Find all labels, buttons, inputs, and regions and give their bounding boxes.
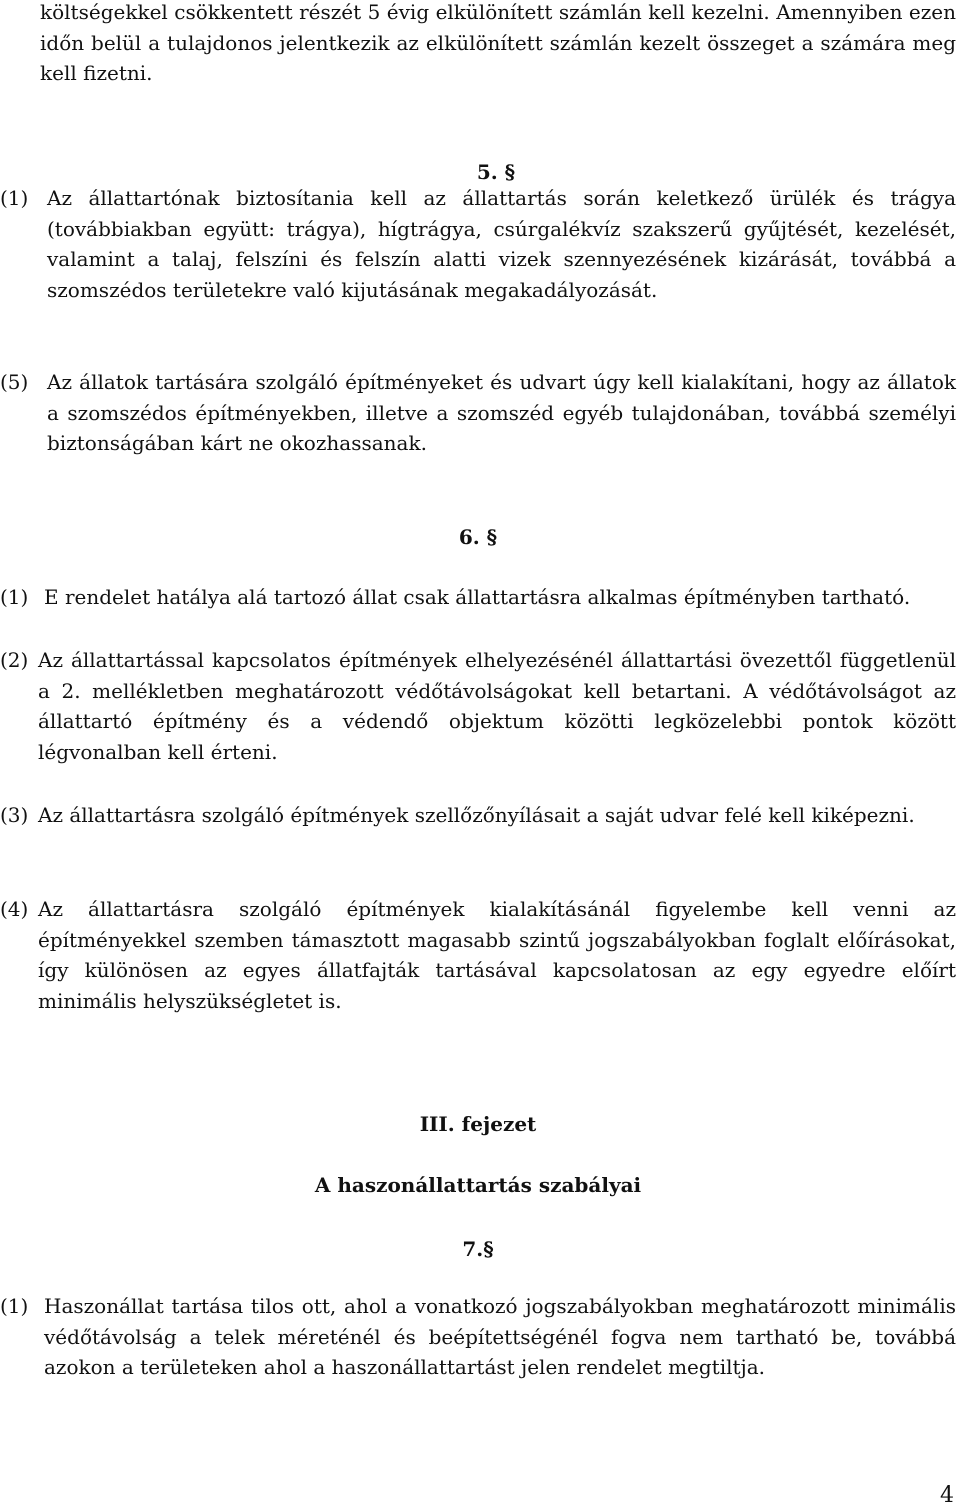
section-5-paragraph-5 [0, 367, 956, 459]
section-7-heading: 7.§ [462, 1237, 494, 1261]
section-5-paragraph-1 [0, 183, 956, 305]
page-number: 4 [940, 1483, 954, 1508]
paragraph-text: Az állatok tartására szolgáló építményeket és udvart úgy kell kialakítani, hogy az állatok a szomszédos építményekben, illetve a szomszéd egyéb tulajdonában, továbbá személyi biztonságában kárt ne okozhassanak. [47, 370, 956, 455]
paragraph-text: E rendelet hatálya alá tartozó állat csak állattartásra alkalmas építményben tartható. [44, 585, 911, 609]
paragraph-number: (1) [0, 585, 29, 609]
paragraph-number: (4) [0, 897, 29, 921]
section-6-paragraph-2 [0, 645, 956, 767]
paragraph-number: (2) [0, 648, 29, 672]
section-6-paragraph-4 [0, 894, 956, 1016]
paragraph-number: (1) [0, 186, 29, 210]
section-5-heading: 5. § [476, 160, 516, 184]
continuation-paragraph: költségekkel csökkentett részét 5 évig elkülönített számlán kell kezelni. Amennyiben ezen időn belül a tulajdonos jelentkezik az elkülönített számlán kezelt összeget a számára meg kell fizetni. [40, 0, 956, 85]
paragraph-text: Az állattartásra szolgáló építmények kialakításánál figyelembe kell venni az építményekkel szemben támasztott magasabb szintű jogszabályokban foglalt előírásokat, így különösen az egyes állatfajták tartásával kapcsolatosan az egy egyedre előírt minimális helyszükségletet is. [38, 897, 956, 1013]
chapter-number: III. fejezet [419, 1112, 537, 1136]
paragraph-text: Az állattartással kapcsolatos építmények elhelyezésénél állattartási övezettől függetlenül a 2. mellékletben meghatározott védőtávolságokat kell betartani. A védőtávolságot az állattartó építmény és a védendő objektum közötti legközelebbi pontok között légvonalban kell érteni. [38, 648, 956, 764]
section-7-paragraph-1 [0, 1291, 956, 1383]
paragraph-text: Az állattartásra szolgáló építmények szellőzőnyílásait a saját udvar felé kell kiképezni. [38, 803, 915, 827]
paragraph-number: (3) [0, 803, 29, 827]
paragraph-text: Haszonállat tartása tilos ott, ahol a vonatkozó jogszabályokban meghatározott minimális védőtávolság a telek méreténél és beépítettségénél fogva nem tartható be, továbbá azokon a területeken ahol a haszonállattartást jelen rendelet megtiltja. [44, 1294, 956, 1379]
paragraph-text: Az állattartónak biztosítania kell az állattartás során keletkező ürülék és trágya (továbbiakban együtt: trágya), hígtrágya, csúrgalékvíz szakszerű gyűjtését, kezelését, valamint a talaj, felszíni és felszín alatti vizek szennyezésének kizárását, továbbá a szomszédos területekre való kijutásának megakadályozását. [47, 186, 956, 302]
section-6-paragraph-3 [0, 800, 956, 831]
section-6-paragraph-1 [0, 582, 956, 613]
paragraph-number: (1) [0, 1294, 29, 1318]
paragraph-number: (5) [0, 370, 29, 394]
chapter-title: A haszonállattartás szabályai [314, 1173, 642, 1197]
section-6-heading: 6. § [458, 525, 498, 549]
